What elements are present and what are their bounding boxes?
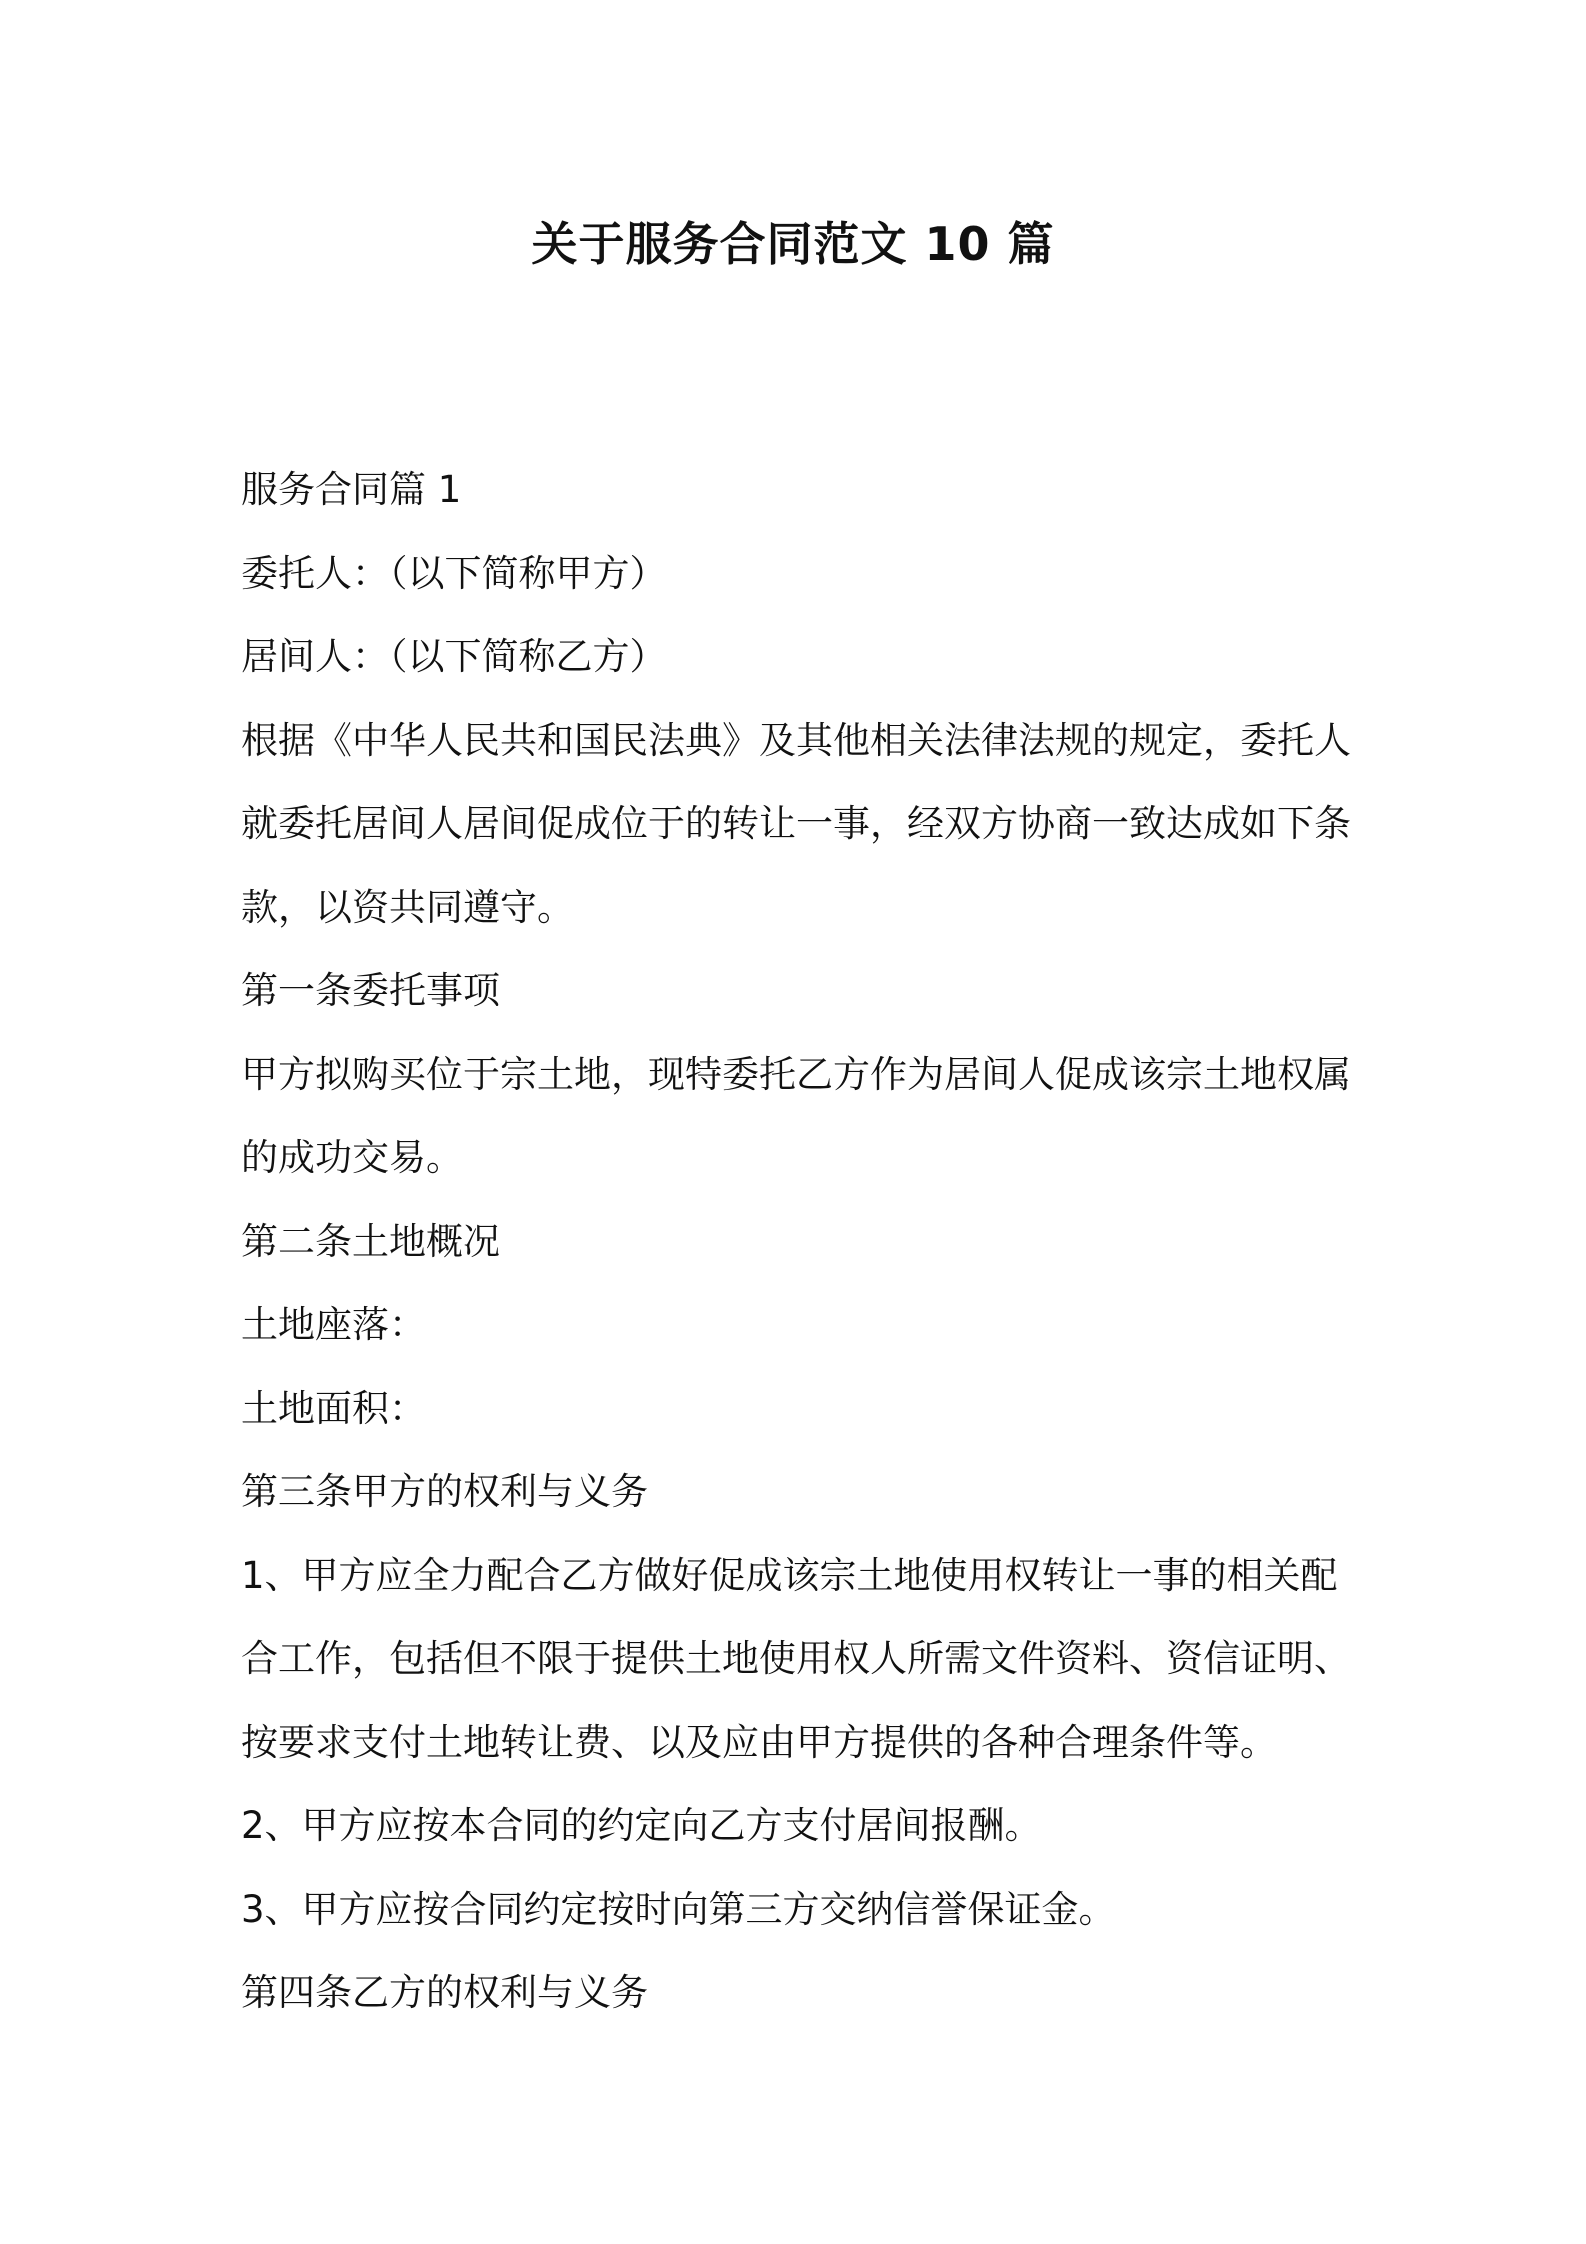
text-line: 2、甲方应按本合同的约定向乙方支付居间报酬。 (241, 1804, 1042, 1847)
text-line: 第一条委托事项 (241, 969, 500, 1012)
text-line: 甲方拟购买位于宗土地，现特委托乙方作为居间人促成该宗土地权属 (241, 1052, 1351, 1096)
text-line: 3、甲方应按合同约定按时向第三方交纳信誉保证金。 (241, 1887, 1116, 1931)
party-client-line (241, 532, 1357, 616)
article-heading (241, 1951, 1357, 2035)
text-line: 1、甲方应全力配合乙方做好促成该宗土地使用权转让一事的相关配 (241, 1553, 1338, 1597)
article-heading (241, 1200, 1357, 1284)
article-heading (241, 949, 1357, 1033)
text-line: 根据《中华人民共和国民法典》及其他相关法律法规的规定，委托人 (241, 718, 1351, 762)
land-area-line (241, 1367, 1357, 1451)
text-line: 就委托居间人居间促成位于的转让一事，经双方协商一致达成如下条 (241, 802, 1351, 845)
text-line: 按要求支付土地转让费、以及应由甲方提供的各种合理条件等。 (241, 1720, 1277, 1764)
article-paragraph (241, 1033, 1357, 1200)
clause-paragraph (241, 1868, 1357, 1952)
text-line: 的成功交易。 (241, 1136, 463, 1179)
text-line: 款，以资共同遵守。 (241, 885, 574, 929)
clause-paragraph (241, 1534, 1357, 1785)
text-line: 第二条土地概况 (241, 1219, 500, 1263)
party-broker-line (241, 615, 1357, 699)
text-line: 第三条甲方的权利与义务 (241, 1470, 648, 1513)
text-line: 服务合同篇 1 (241, 468, 462, 511)
text-line: 合工作，包括但不限于提供土地使用权人所需文件资料、资信证明、 (241, 1637, 1351, 1680)
text-line: 委托人：（以下简称甲方） (241, 551, 667, 595)
text-line: 土地座落： (241, 1303, 426, 1346)
section-heading (241, 448, 1357, 532)
text-line: 第四条乙方的权利与义务 (241, 1971, 648, 2014)
document-body (241, 448, 1357, 2035)
clause-paragraph (241, 1784, 1357, 1868)
land-location-line (241, 1283, 1357, 1367)
preamble-paragraph (241, 699, 1357, 950)
text-line: 土地面积： (241, 1386, 426, 1430)
document-title: 关于服务合同范文 10 篇 (531, 217, 1055, 271)
article-heading (241, 1450, 1357, 1534)
text-line: 居间人：（以下简称乙方） (241, 635, 667, 678)
